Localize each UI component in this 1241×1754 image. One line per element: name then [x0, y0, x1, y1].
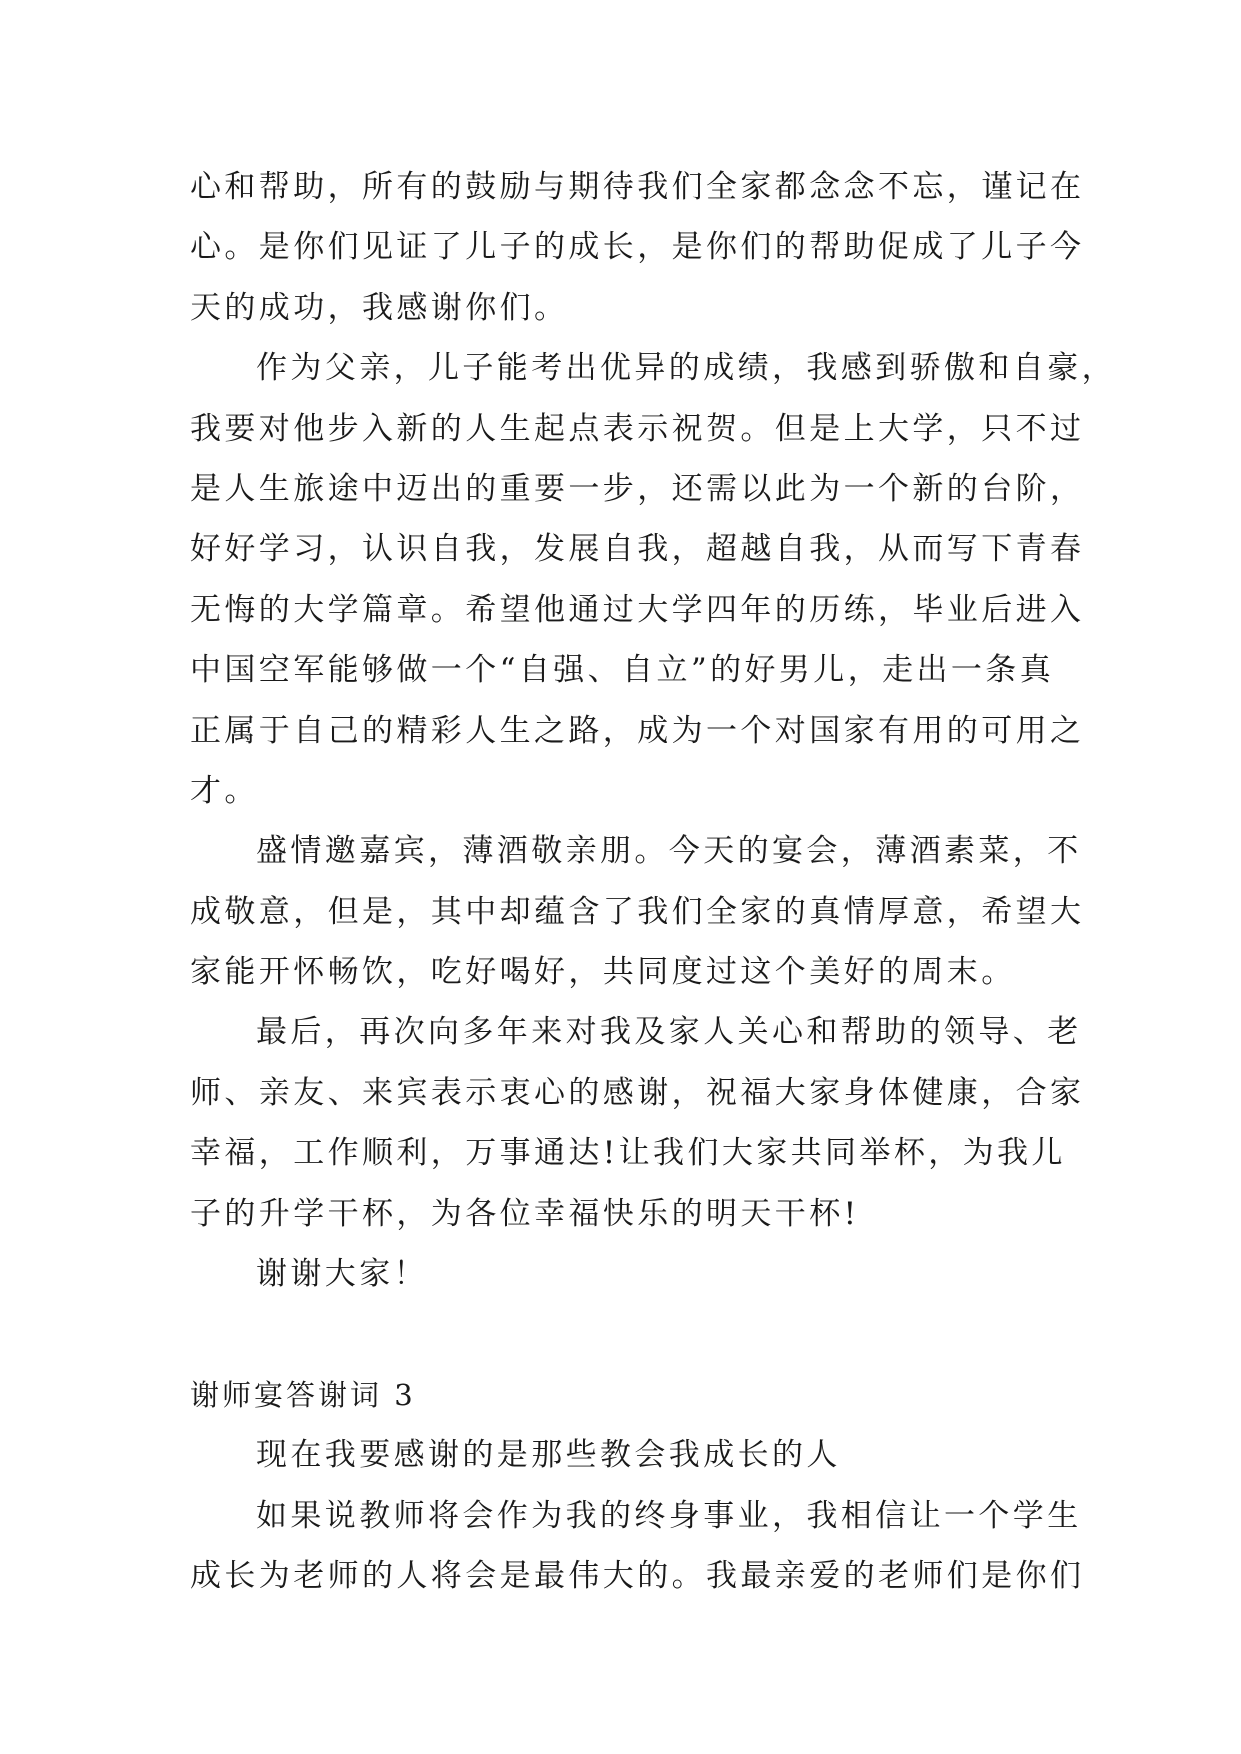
- paragraph-3: [190, 821, 1085, 1002]
- paragraph-5: [190, 1244, 1050, 1304]
- text-line: 我要对他步入新的人生起点表示祝贺。但是上大学，只不过: [190, 410, 1085, 447]
- text-line: 现在我要感谢的是那些教会我成长的人: [256, 1437, 841, 1474]
- text-line: 幸福，工作顺利，万事通达!让我们大家共同举杯，为我儿: [190, 1135, 1066, 1172]
- document-body: [190, 157, 1116, 1606]
- text-line: 成敬意，但是，其中却蕴含了我们全家的真情厚意，希望大: [190, 893, 1085, 930]
- text-line: 天的成功，我感谢你们。: [190, 289, 569, 326]
- section-title: 谢师宴答谢词 3: [190, 1377, 416, 1412]
- paragraph-2: [190, 338, 1116, 821]
- paragraph-7: [190, 1486, 1085, 1607]
- text-line: 作为父亲，儿子能考出优异的成绩，我感到骄傲和自豪，: [256, 350, 1116, 387]
- text-line: 成长为老师的人将会是最伟大的。我最亲爱的老师们是你们: [190, 1557, 1085, 1594]
- paragraph-6: [190, 1425, 1050, 1485]
- text-line: 师、亲友、来宾表示衷心的感谢，祝福大家身体健康，合家: [190, 1074, 1085, 1111]
- text-line: 无悔的大学篇章。希望他通过大学四年的历练，毕业后进入: [190, 591, 1085, 628]
- text-line: 最后，再次向多年来对我及家人关心和帮助的领导、老: [256, 1014, 1082, 1051]
- text-line: 心和帮助，所有的鼓励与期待我们全家都念念不忘，谨记在: [190, 169, 1085, 205]
- paragraph-1: [190, 157, 1085, 338]
- text-line: 盛情邀嘉宾，薄酒敬亲朋。今天的宴会，薄酒素菜，不: [256, 833, 1082, 870]
- text-line: 是人生旅途中迈出的重要一步，还需以此为一个新的台阶，: [190, 470, 1085, 507]
- text-line: 心。是你们见证了儿子的成长，是你们的帮助促成了儿子今: [190, 229, 1085, 266]
- text-line: 子的升学干杯，为各位幸福快乐的明天干杯!: [190, 1195, 860, 1232]
- paragraph-4: [190, 1002, 1085, 1244]
- spacer: [190, 1304, 1050, 1364]
- text-line: 家能开怀畅饮，吃好喝好，共同度过这个美好的周末。: [190, 954, 1016, 991]
- text-line: 中国空军能够做一个“自强、自立”的好男儿，走出一条真: [190, 652, 1055, 689]
- text-line: 正属于自己的精彩人生之路，成为一个对国家有用的可用之: [190, 712, 1085, 749]
- text-line: 好好学习，认识自我，发展自我，超越自我，从而写下青春: [190, 531, 1085, 568]
- text-line: 才。: [190, 772, 259, 809]
- text-line: 谢谢大家！: [256, 1256, 428, 1293]
- text-line: 如果说教师将会作为我的终身事业，我相信让一个学生: [256, 1497, 1082, 1534]
